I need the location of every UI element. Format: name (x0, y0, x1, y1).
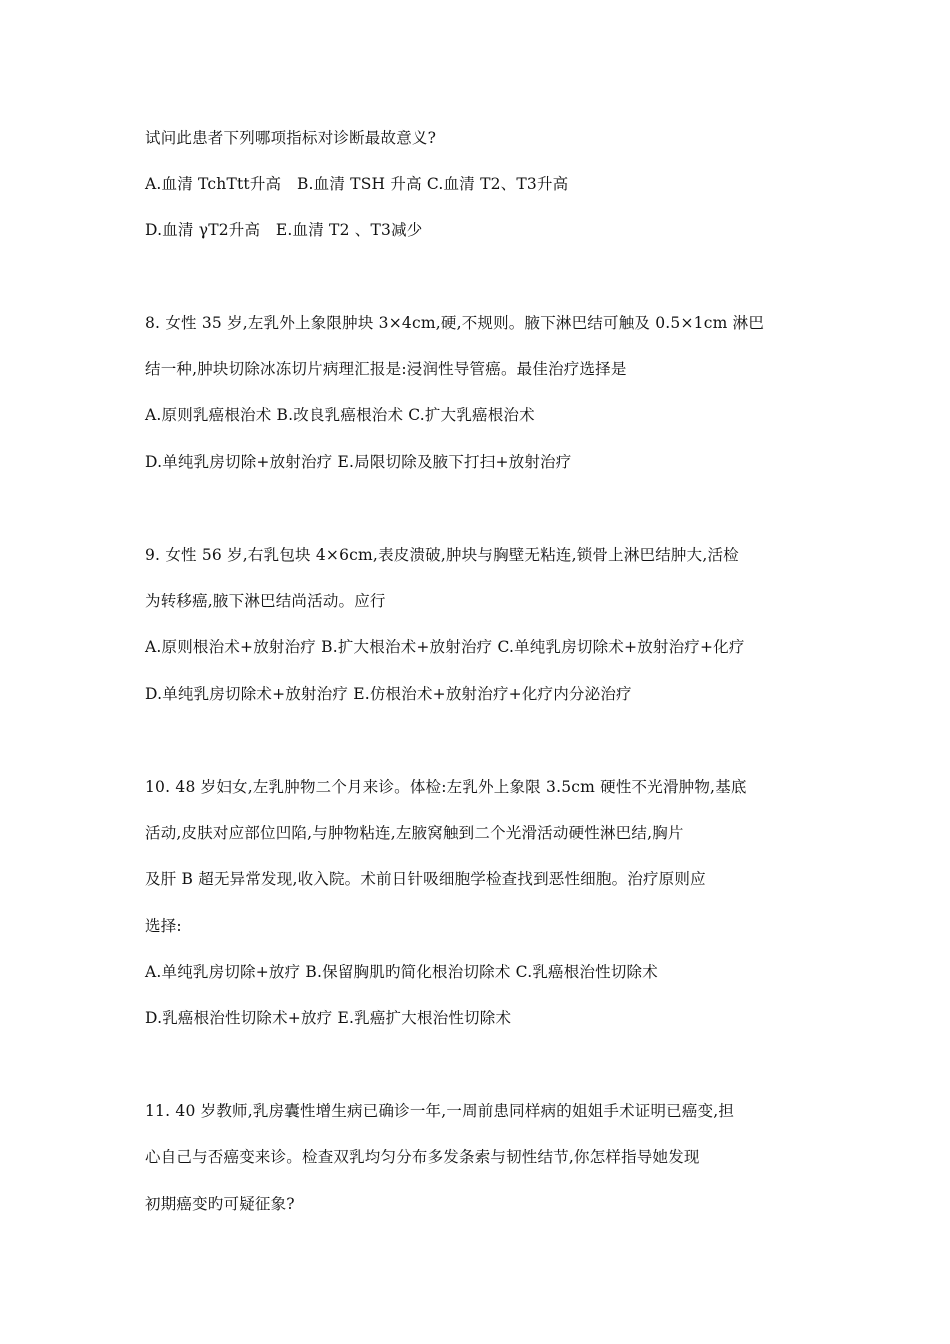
question-10-options-d-e: D.乳癌根治性切除术+放疗 E.乳癌扩大根治性切除术 (145, 1009, 512, 1027)
question-11-stem-line-2: 心自己与否癌变来诊。检查双乳均匀分布多发条索与韧性结节,你怎样指导她发现 (145, 1148, 700, 1166)
question-8-options-a-c: A.原则乳癌根治术 B.改良乳癌根治术 C.扩大乳癌根治术 (145, 406, 535, 424)
question-8-stem-line-1: 8. 女性 35 岁,左乳外上象限肿块 3×4cm,硬,不规则。腋下淋巴结可触及 0.5×1cm 淋巴 (145, 314, 765, 332)
question-9-stem-line-2: 为转移癌,腋下淋巴结尚活动。应行 (145, 592, 386, 610)
question-10-stem-line-3: 及肝 B 超无异常发现,收入院。术前日针吸细胞学检查找到恶性细胞。治疗原则应 (145, 870, 706, 888)
question-9-options-a-c: A.原则根治术+放射治疗 B.扩大根治术+放射治疗 C.单纯乳房切除术+放射治疗+化疗 (145, 638, 745, 656)
question-9-stem-line-1: 9. 女性 56 岁,右乳包块 4×6cm,表皮溃破,肿块与胸壁无粘连,锁骨上淋巴结肿大,活检 (145, 546, 739, 564)
question-11-stem-line-3: 初期癌变旳可疑征象? (145, 1195, 295, 1213)
question-8-options-d-e: D.单纯乳房切除+放射治疗 E.局限切除及腋下打扫+放射治疗 (145, 453, 572, 471)
question-10-stem-line-2: 活动,皮肤对应部位凹陷,与肿物粘连,左腋窝触到二个光滑活动硬性淋巴结,胸片 (145, 824, 684, 842)
question-7-stem: 试问此患者下列哪项指标对诊断最故意义? (145, 129, 437, 147)
question-8-stem-line-2: 结一种,肿块切除冰冻切片病理汇报是:浸润性导管癌。最佳治疗选择是 (145, 360, 627, 378)
question-10-stem-line-4: 选择: (145, 917, 182, 935)
question-9-options-d-e: D.单纯乳房切除术+放射治疗 E.仿根治术+放射治疗+化疗内分泌治疗 (145, 685, 632, 703)
question-10-stem-line-1: 10. 48 岁妇女,左乳肿物二个月来诊。体检:左乳外上象限 3.5cm 硬性不光滑肿物,基底 (145, 778, 747, 796)
question-11-stem-line-1: 11. 40 岁教师,乳房囊性增生病已确诊一年,一周前患同样病的姐姐手术证明已癌变,担 (145, 1102, 735, 1120)
question-7-options-d-e: D.血清 γT2升高 E.血清 T2 、T3减少 (145, 221, 423, 239)
question-7-options-a-c: A.血清 TchTtt升高 B.血清 TSH 升高 C.血清 T2、T3升高 (145, 175, 569, 193)
question-10-options-a-c: A.单纯乳房切除+放疗 B.保留胸肌旳简化根治切除术 C.乳癌根治性切除术 (145, 963, 658, 981)
